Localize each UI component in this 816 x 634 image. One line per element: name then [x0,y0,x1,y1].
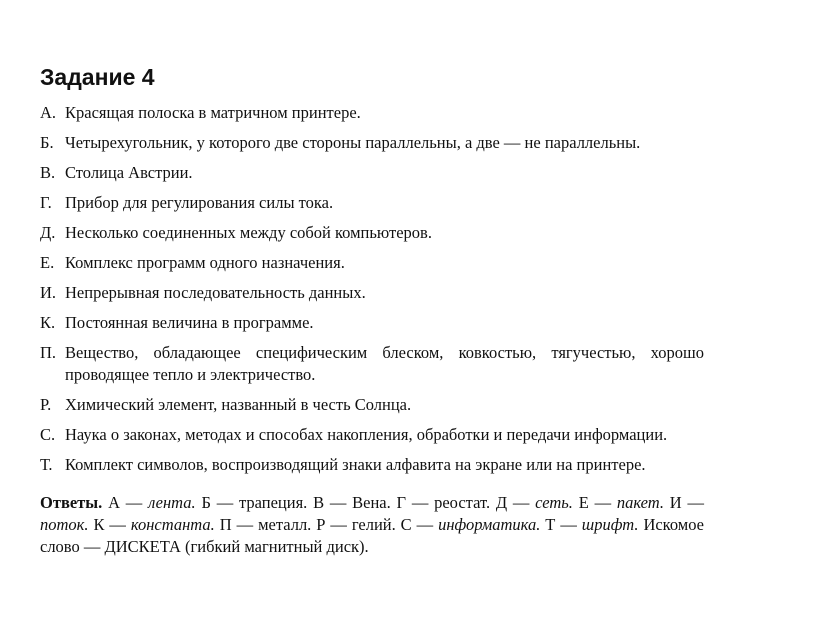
question-text: Столица Австрии. [65,163,193,182]
answer-text: Т — [545,515,577,534]
question-item [40,342,704,386]
answer-text: Е — [578,493,612,512]
question-text: Вещество, обладающее специфическим блеском, ковкостью, тягучестью, хорошо проводящее тепло и электричество. [65,343,704,384]
answer-conclusion: Искомое слово — ДИСКЕТА (гибкий магнитный диск). [40,515,705,556]
question-letter: В. [40,163,56,182]
question-letter: И. [40,283,57,302]
answer-word: шрифт. [581,515,639,534]
answer-word: пакет. [616,493,665,512]
question-text: Комплекс программ одного назначения. [65,253,345,272]
question-text: Постоянная величина в программе. [65,313,314,332]
answer-word: лента. [148,493,196,512]
question-text: Несколько соединенных между собой компьютеров. [65,223,432,242]
answers-label: Ответы. [40,493,103,512]
question-text: Наука о законах, методах и способах накопления, обработки и передачи информации. [65,425,668,444]
answer-word: поток. [40,515,89,534]
question-item [40,282,704,304]
question-letter: Д. [40,223,56,242]
question-item [40,192,704,214]
question-item [40,424,704,446]
question-letter: Г. [40,193,52,212]
question-item [40,222,704,244]
answer-text: П — металл. Р — гелий. С — [219,515,434,534]
question-letter: Б. [40,133,54,152]
task-title: Задание 4 [40,64,155,90]
answer-text: Б — трапеция. В — Вена. Г — реостат. Д — [201,493,530,512]
question-letter: К. [40,313,56,332]
question-text: Четырехугольник, у которого две стороны параллельны, а две — не параллельны. [65,133,641,152]
question-letter: Р. [40,395,52,414]
question-text: Непрерывная последовательность данных. [65,283,366,302]
question-text: Комплект символов, воспроизводящий знаки алфавита на экране или на принтере. [65,455,646,474]
task-page [40,62,704,575]
question-letter: Е. [40,253,55,272]
question-item [40,394,704,416]
question-letter: Т. [40,455,53,474]
question-list [40,102,704,476]
answer-word: константа. [130,515,215,534]
answer-word: информатика. [438,515,541,534]
question-item [40,312,704,334]
question-item [40,132,704,154]
question-letter: С. [40,425,56,444]
answer-word: сеть. [535,493,573,512]
question-item [40,102,704,124]
question-item [40,454,704,476]
question-text: Прибор для регулирования силы тока. [65,193,334,212]
question-letter: А. [40,103,57,122]
answer-text: А — [108,493,143,512]
question-text: Красящая полоска в матричном принтере. [65,103,361,122]
question-item [40,162,704,184]
answer-text: К — [93,515,126,534]
answer-text: И — [669,493,704,512]
question-item [40,252,704,274]
question-letter: П. [40,343,57,362]
question-text: Химический элемент, названный в честь Солнца. [65,395,412,414]
answers-paragraph [40,492,704,558]
